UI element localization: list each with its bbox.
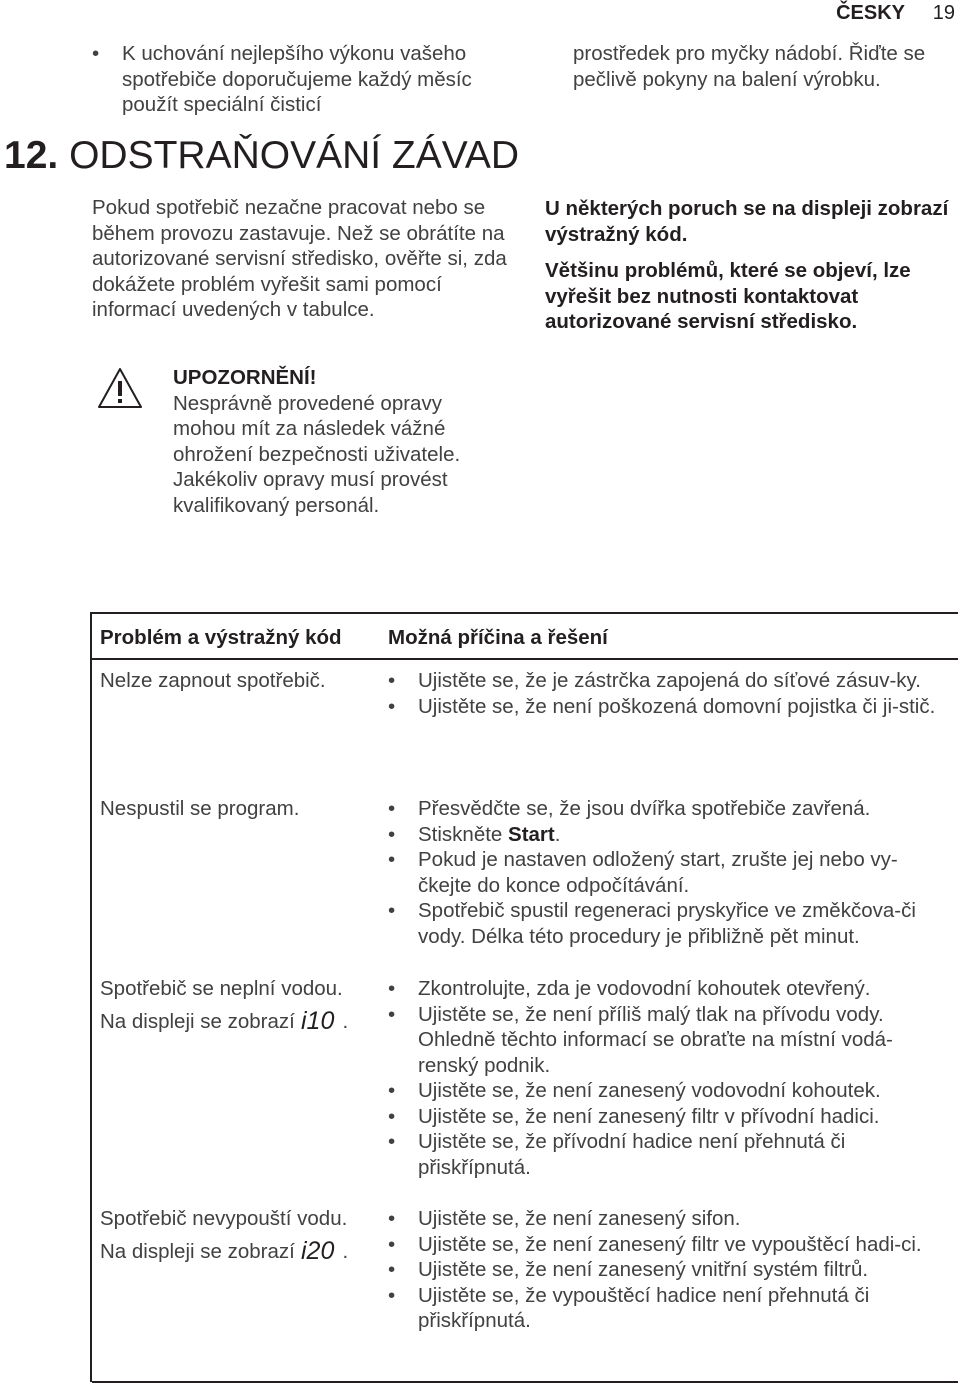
table-row-problem	[100, 792, 385, 825]
list-item: • Zkontrolujte, zda je vodovodní kohoutek otevřený.	[388, 977, 871, 1000]
warning-title: UPOZORNĚNÍ!	[173, 366, 317, 389]
display-code-line: Na displeji se zobrazí i10 .	[100, 1008, 349, 1033]
list-item: • Ujistěte se, že není zanesený sifon.	[388, 1207, 741, 1230]
display-code-i10	[301, 1008, 343, 1032]
table-row-solutions	[388, 1206, 948, 1334]
problem-text: Nelze zapnout spotřebič.	[100, 669, 326, 692]
display-code-i20	[301, 1238, 343, 1262]
table-header-solution: Možná příčina a řešení	[388, 626, 608, 649]
table-row-problem	[100, 972, 385, 1038]
problem-text: Spotřebič se neplní vodou.	[100, 977, 343, 1000]
table-row-solutions	[388, 796, 948, 949]
table-row-problem	[100, 1202, 385, 1268]
svg-text:i20: i20	[300, 1238, 334, 1262]
list-item: • Ujistěte se, že je zástrčka zapojená do síťové zásuv-ky.	[388, 669, 921, 692]
display-code-line: Na displeji se zobrazí i20 .	[100, 1238, 349, 1263]
section-heading	[4, 134, 519, 178]
list-item: • Ujistěte se, že vypouštěcí hadice není přehnutá či přiskřípnutá.	[388, 1283, 870, 1332]
table-header-rule	[92, 658, 958, 660]
list-item: • Ujistěte se, že není poškozená domovní pojistka či ji-stič.	[388, 694, 936, 718]
warning-text: Nesprávně provedené opravy mohou mít za následek vážné ohrožení bezpečnosti uživatele. Jakékoliv opravy musí provést kvalifikovaný personál.	[173, 391, 461, 517]
language-label: ČESKY	[836, 2, 905, 24]
list-item: • Ujistěte se, že není zanesený vnitřní systém filtrů.	[388, 1258, 869, 1281]
note-self-help: Většinu problémů, které se objeví, lze vyřešit bez nutnosti kontaktovat autorizované servisní středisko.	[545, 259, 911, 333]
list-item: • Stiskněte Start.	[388, 822, 561, 846]
list-item: • Ujistěte se, že přívodní hadice není přehnutá či přiskřípnutá.	[388, 1130, 846, 1179]
maintenance-tip-continuation: prostředek pro myčky nádobí. Řiďte se pečlivě pokyny na balení výrobku.	[573, 42, 926, 91]
list-item: • Ujistěte se, že není zanesený vodovodní kohoutek.	[388, 1079, 881, 1102]
note-warning-code: U některých poruch se na displeji zobrazí výstražný kód.	[545, 197, 949, 246]
list-item: • Přesvědčte se, že jsou dvířka spotřebiče zavřená.	[388, 797, 871, 820]
list-item: • Ujistěte se, že není zanesený filtr v přívodní hadici.	[388, 1104, 880, 1128]
problem-text: Spotřebič nevypouští vodu.	[100, 1207, 348, 1230]
page-number: 19	[932, 2, 955, 24]
table-row-problem	[100, 664, 385, 697]
section-title: ODSTRAŇOVÁNÍ ZÁVAD	[69, 134, 520, 177]
intro-paragraph: Pokud spotřebič nezačne pracovat nebo se během provozu zastavuje. Než se obrátíte na autorizované servisní středisko, ověřte si, zda dokážete problém vyřešit sami pomocí informací uvedených v tabulce.	[92, 196, 507, 321]
problem-text: Nespustil se program.	[100, 797, 300, 820]
section-number: 12.	[4, 134, 59, 177]
svg-text:i10: i10	[300, 1008, 334, 1032]
table-row-solutions	[388, 976, 948, 1180]
list-item: • Pokud je nastaven odložený start, zrušte jej nebo vy-čkejte do konce odpočítávání.	[388, 848, 898, 897]
table-row-solutions	[388, 668, 948, 719]
bullet-dot: •	[92, 42, 100, 65]
table-bottom-rule	[92, 1381, 958, 1383]
maintenance-tip-text: K uchování nejlepšího výkonu vašeho spotřebiče doporučujeme každý měsíc použít speciální čisticí	[122, 42, 472, 116]
list-item: • Ujistěte se, že není zanesený filtr ve vypouštěcí hadi-ci.	[388, 1232, 922, 1256]
start-button-label: Start	[508, 822, 555, 846]
list-item: • Spotřebič spustil regeneraci pryskyřice ve změkčova-či vody. Délka této procedury je přibližně pět minut.	[388, 899, 916, 948]
warning-box	[173, 365, 473, 518]
table-top-rule	[92, 612, 958, 614]
list-item: • Ujistěte se, že není příliš malý tlak na přívodu vody. Ohledně těchto informací se obraťte na místní vodá-renský podnik.	[388, 1002, 893, 1077]
table-header-problem: Problém a výstražný kód	[100, 626, 342, 649]
warning-triangle-icon	[96, 366, 144, 410]
